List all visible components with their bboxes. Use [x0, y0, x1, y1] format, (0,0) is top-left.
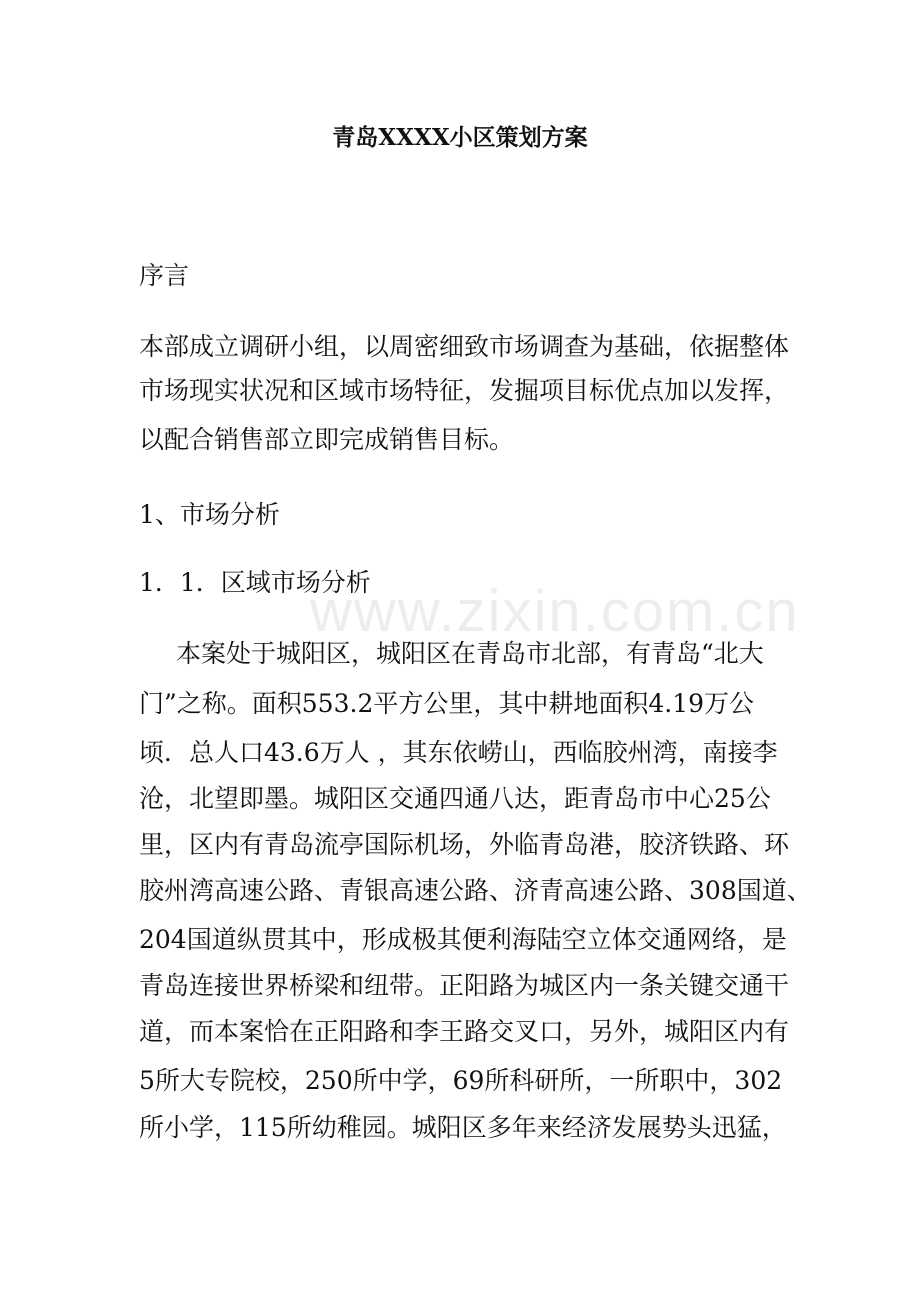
section-1-1-heading: 1．1．区域市场分析 — [139, 568, 371, 597]
body-line: 204国道纵贯其中，形成极其便利海陆空立体交通网络，是 — [139, 925, 787, 954]
body-line: 5所大专院校，250所中学，69所科研所，一所职中，302 — [139, 1066, 783, 1095]
body-line: 道，而本案恰在正阳路和李王路交叉口，另外，城阳区内有 — [139, 1017, 790, 1046]
body-line: 沧，北望即墨。城阳区交通四通八达，距青岛市中心25公 — [139, 784, 771, 813]
watermark: www.zixin.com.cn — [310, 579, 800, 644]
body-line: 胶州湾高速公路、青银高速公路、济青高速公路、308国道、 — [139, 876, 812, 905]
body-line: 门”之称。面积553.2平方公里，其中耕地面积4.19万公 — [139, 689, 755, 718]
body-line: 青岛连接世界桥梁和纽带。正阳路为城区内一条关键交通干 — [139, 971, 790, 1000]
section-1-heading: 1、市场分析 — [139, 500, 280, 529]
body-line: 所小学，115所幼稚园。城阳区多年来经济发展势头迅猛， — [139, 1113, 787, 1142]
preface-line: 本部成立调研小组，以周密细致市场调查为基础，依据整体 — [139, 332, 790, 361]
preface-line: 市场现实状况和区域市场特征，发掘项目标优点加以发挥， — [139, 376, 790, 405]
preface-line: 以配合销售部立即完成销售目标。 — [139, 425, 515, 454]
body-line: 里，区内有青岛流亭国际机场，外临青岛港，胶济铁路、环 — [139, 830, 790, 859]
body-line: 顷．总人口43.6万人 ，其东依崂山，西临胶州湾，南接李 — [139, 738, 778, 767]
preface-heading: 序言 — [139, 261, 190, 290]
body-line: 本案处于城阳区，城阳区在青岛市北部，有青岛“北大 — [176, 639, 764, 668]
document-title: 青岛XXXX小区策划方案 — [332, 124, 588, 151]
